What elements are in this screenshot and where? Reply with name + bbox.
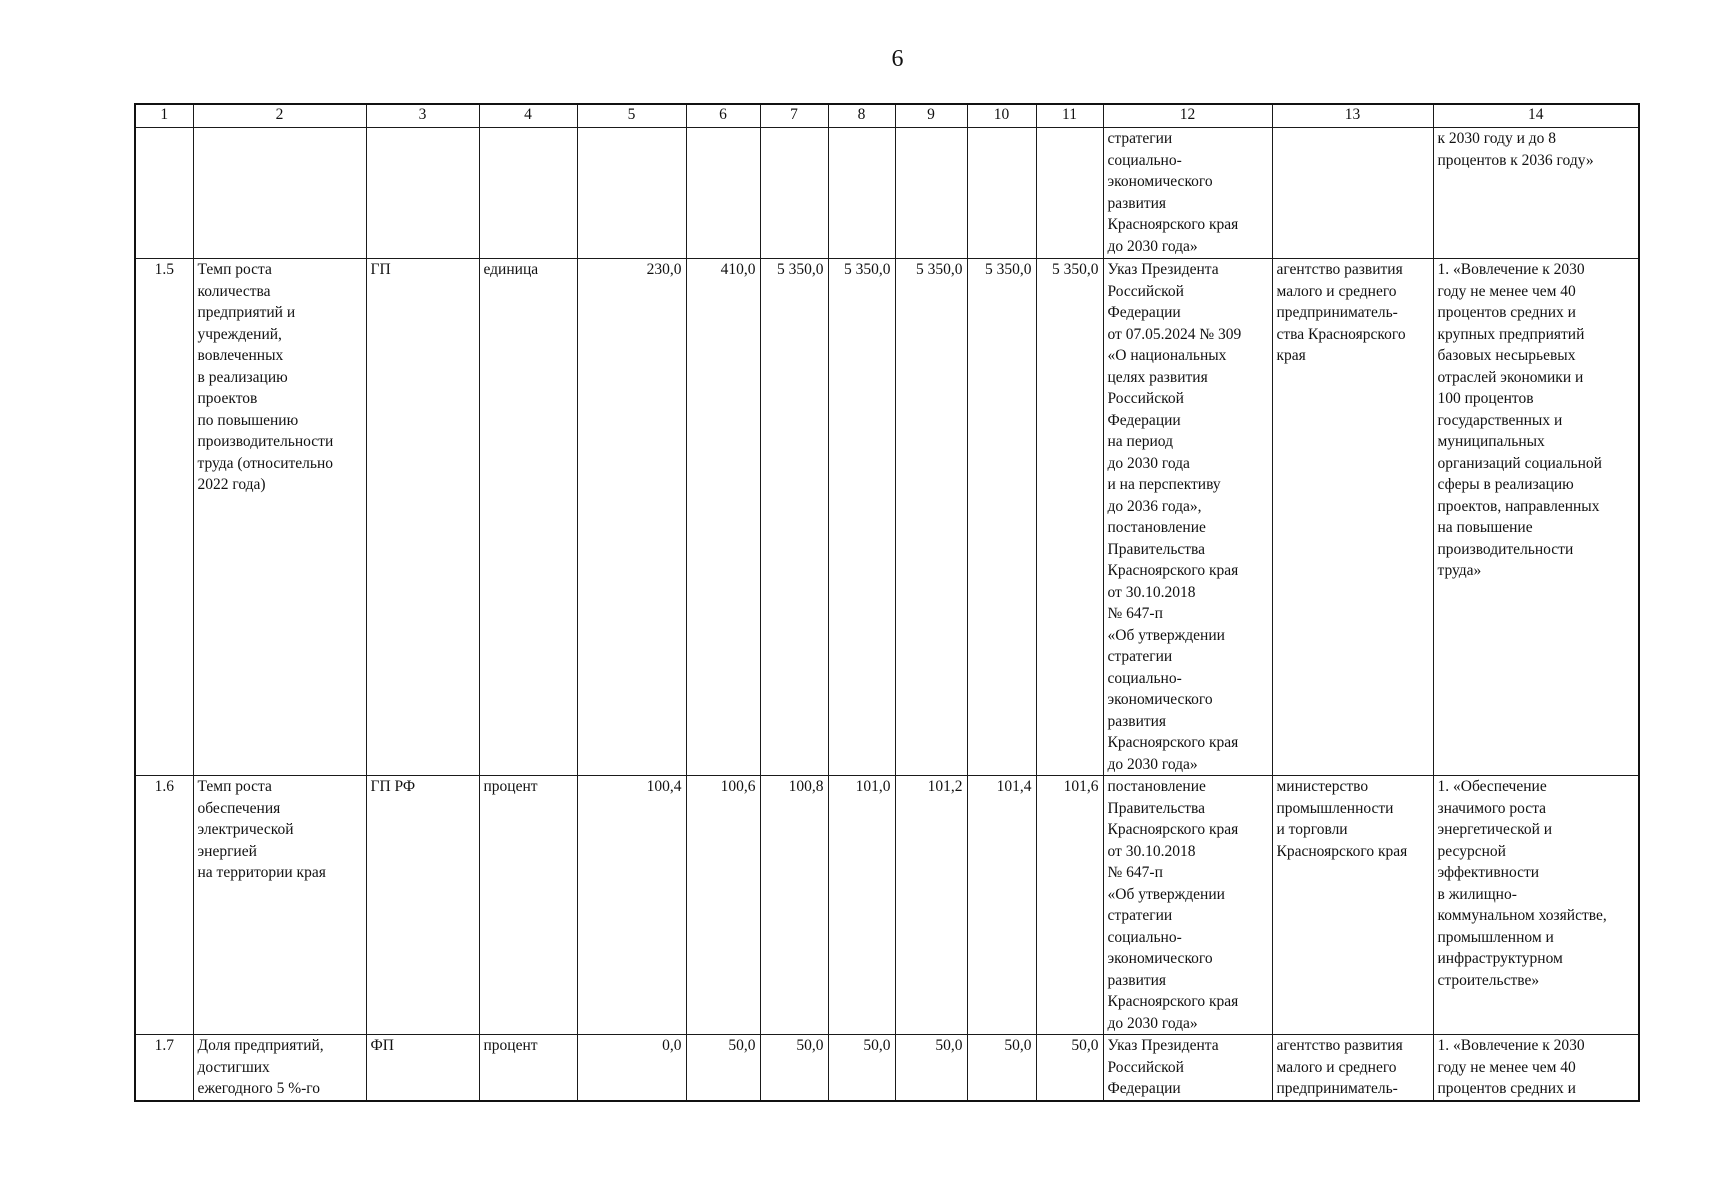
table-cell	[1036, 128, 1103, 259]
column-header: 7	[760, 104, 828, 128]
value-col-5: 0,0	[577, 1035, 686, 1101]
unit-of-measure: процент	[479, 776, 577, 1035]
column-header: 3	[366, 104, 479, 128]
value-col-5: 230,0	[577, 259, 686, 776]
responsible-body-cell: агентство развития малого и среднего предприниматель-	[1272, 1035, 1433, 1101]
table-cell	[193, 128, 366, 259]
value-col-9: 101,2	[895, 776, 967, 1035]
page-number: 6	[891, 46, 904, 72]
table-cell	[366, 128, 479, 259]
unit-of-measure: единица	[479, 259, 577, 776]
indicators-table-container	[134, 103, 1640, 1102]
table-cell	[479, 128, 577, 259]
column-header: 1	[135, 104, 193, 128]
column-header: 10	[967, 104, 1036, 128]
row-index: 1.5	[135, 259, 193, 776]
table-cell	[895, 128, 967, 259]
table-row	[135, 259, 1639, 776]
responsible-body-cell: агентство развития малого и среднего предприниматель- ства Красноярского края	[1272, 259, 1433, 776]
value-col-6: 50,0	[686, 1035, 760, 1101]
column-header: 6	[686, 104, 760, 128]
value-col-11: 101,6	[1036, 776, 1103, 1035]
value-col-8: 50,0	[828, 1035, 895, 1101]
national-goal-cell: 1. «Вовлечение к 2030 году не менее чем 40 процентов средних и	[1433, 1035, 1639, 1101]
column-header: 12	[1103, 104, 1272, 128]
value-col-11: 5 350,0	[1036, 259, 1103, 776]
value-col-10: 5 350,0	[967, 259, 1036, 776]
column-header: 4	[479, 104, 577, 128]
table-row	[135, 776, 1639, 1035]
indicator-level: ФП	[366, 1035, 479, 1101]
column-header: 2	[193, 104, 366, 128]
column-header: 11	[1036, 104, 1103, 128]
indicator-name: Темп роста количества предприятий и учреждений, вовлеченных в реализацию проектов по повышению производительности труда (относительно 2022 года)	[193, 259, 366, 776]
unit-of-measure: процент	[479, 1035, 577, 1101]
national-goal-cell: 1. «Обеспечение значимого роста энергетической и ресурсной эффективности в жилищно- коммунальном хозяйстве, промышленном и инфраструктурном строительстве»	[1433, 776, 1639, 1035]
value-col-8: 5 350,0	[828, 259, 895, 776]
national-goal-cell: к 2030 году и до 8 процентов к 2036 году»	[1433, 128, 1639, 259]
table-row	[135, 1035, 1639, 1101]
value-col-5: 100,4	[577, 776, 686, 1035]
table-cell	[967, 128, 1036, 259]
value-col-6: 100,6	[686, 776, 760, 1035]
row-index: 1.7	[135, 1035, 193, 1101]
value-col-6: 410,0	[686, 259, 760, 776]
indicator-name: Доля предприятий, достигших ежегодного 5 %-го	[193, 1035, 366, 1101]
value-col-9: 50,0	[895, 1035, 967, 1101]
value-col-7: 5 350,0	[760, 259, 828, 776]
value-col-8: 101,0	[828, 776, 895, 1035]
indicator-name: Темп роста обеспечения электрической энергией на территории края	[193, 776, 366, 1035]
table-cell	[828, 128, 895, 259]
column-header: 9	[895, 104, 967, 128]
document-basis-cell: Указ Президента Российской Федерации	[1103, 1035, 1272, 1101]
table-cell	[1272, 128, 1433, 259]
table-cell	[135, 128, 193, 259]
indicator-level: ГП РФ	[366, 776, 479, 1035]
value-col-7: 100,8	[760, 776, 828, 1035]
document-basis-cell: стратегии социально- экономического развития Красноярского края до 2030 года»	[1103, 128, 1272, 259]
column-header: 8	[828, 104, 895, 128]
value-col-9: 5 350,0	[895, 259, 967, 776]
document-basis-cell: Указ Президента Российской Федерации от 07.05.2024 № 309 «О национальных целях развития Российской Федерации на период до 2030 года и на перспективу до 2036 года», постановление Правительства Красноярского края от 30.10.2018 № 647-п «Об утверждении стратегии социально- экономического развития Красноярского края до 2030 года»	[1103, 259, 1272, 776]
column-numbers-row	[135, 104, 1639, 128]
document-basis-cell: постановление Правительства Красноярского края от 30.10.2018 № 647-п «Об утверждении стратегии социально- экономического развития Красноярского края до 2030 года»	[1103, 776, 1272, 1035]
value-col-7: 50,0	[760, 1035, 828, 1101]
value-col-10: 50,0	[967, 1035, 1036, 1101]
column-header: 13	[1272, 104, 1433, 128]
row-index: 1.6	[135, 776, 193, 1035]
national-goal-cell: 1. «Вовлечение к 2030 году не менее чем 40 процентов средних и крупных предприятий базовых несырьевых отраслей экономики и 100 процентов государственных и муниципальных организаций социальной сферы в реализацию проектов, направленных на повышение производительности труда»	[1433, 259, 1639, 776]
column-header: 5	[577, 104, 686, 128]
indicators-table	[134, 103, 1640, 1102]
value-col-10: 101,4	[967, 776, 1036, 1035]
table-cell	[686, 128, 760, 259]
table-cell	[760, 128, 828, 259]
indicator-level: ГП	[366, 259, 479, 776]
responsible-body-cell: министерство промышленности и торговли Красноярского края	[1272, 776, 1433, 1035]
value-col-11: 50,0	[1036, 1035, 1103, 1101]
continuation-row	[135, 128, 1639, 259]
table-cell	[577, 128, 686, 259]
column-header: 14	[1433, 104, 1639, 128]
